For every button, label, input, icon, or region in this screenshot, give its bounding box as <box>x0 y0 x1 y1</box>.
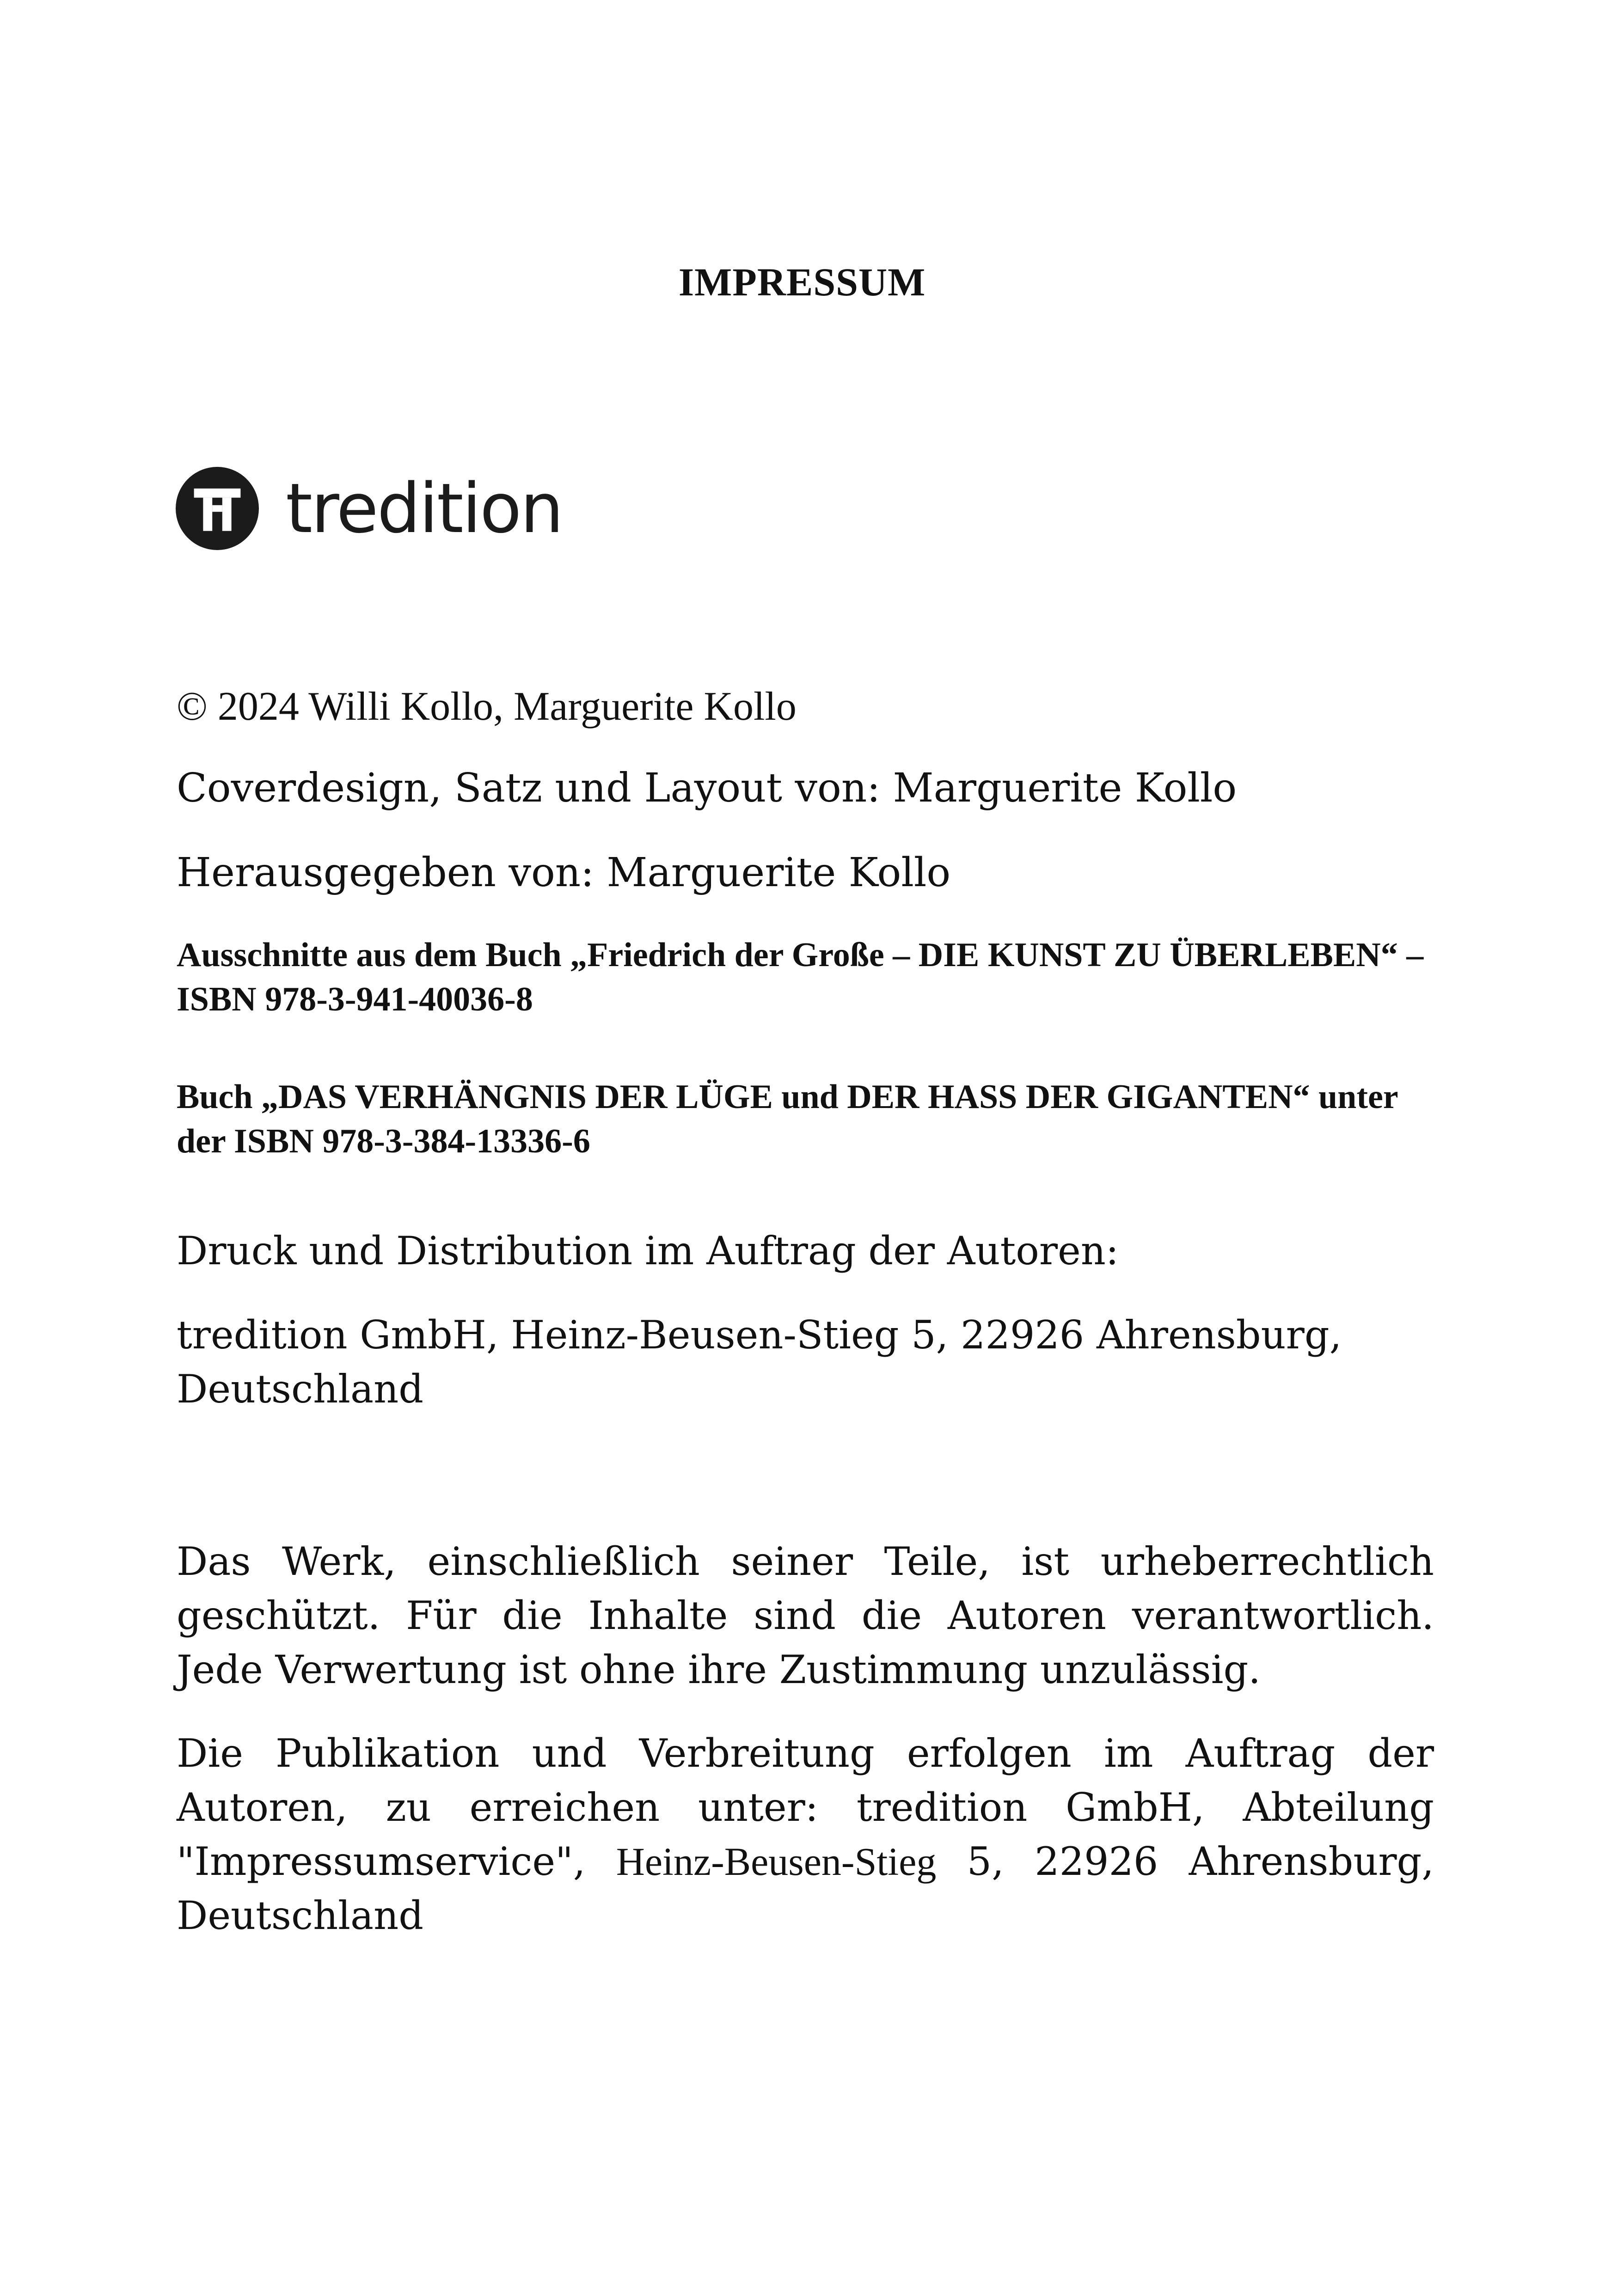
publication-notice <box>177 1727 1434 1943</box>
page-title: IMPRESSUM <box>678 260 926 304</box>
tredition-logo <box>176 462 562 555</box>
publication-text: Die Publikation und Verbreitung erfolgen im Auftrag der Autoren, zu erreichen unter: tredition GmbH, Abteilung "Impressumservice", <box>177 1731 1434 1884</box>
publication-text-end: 5, 22926 Ahrensburg, Deutschland <box>177 1839 1434 1938</box>
cover-design-credit: Coverdesign, Satz und Layout von: Marguerite Kollo <box>177 765 1237 811</box>
logo-wordmark: tredition <box>286 469 563 548</box>
publisher-credit: Herausgegeben von: Marguerite Kollo <box>177 850 951 896</box>
copyright-line: © 2024 Willi Kollo, Marguerite Kollo <box>177 684 797 729</box>
excerpt-source-note: Ausschnitte aus dem Buch „Friedrich der Große – DIE KUNST ZU ÜBERLEBEN“ – ISBN 978-3-941-40036-8 <box>177 936 1424 1018</box>
tredition-logo-icon <box>176 467 259 550</box>
book-isbn-note: Buch „DAS VERHÄNGNIS DER LÜGE und DER HASS DER GIGANTEN“ unter der ISBN 978-3-384-13336-6 <box>177 1078 1398 1160</box>
publication-street: Heinz-Beusen-Stieg <box>616 1839 937 1884</box>
copyright-notice: Das Werk, einschließlich seiner Teile, ist urheberrechtlich geschützt. Für die Inhalte sind die Autoren verantwortlich. Jede Verwertung ist ohne ihre Zustimmung unzulässig. <box>177 1539 1434 1692</box>
publisher-address: tredition GmbH, Heinz-Beusen-Stieg 5, 22926 Ahrensburg, Deutschland <box>177 1312 1342 1412</box>
print-distribution-note: Druck und Distribution im Auftrag der Autoren: <box>177 1228 1119 1274</box>
